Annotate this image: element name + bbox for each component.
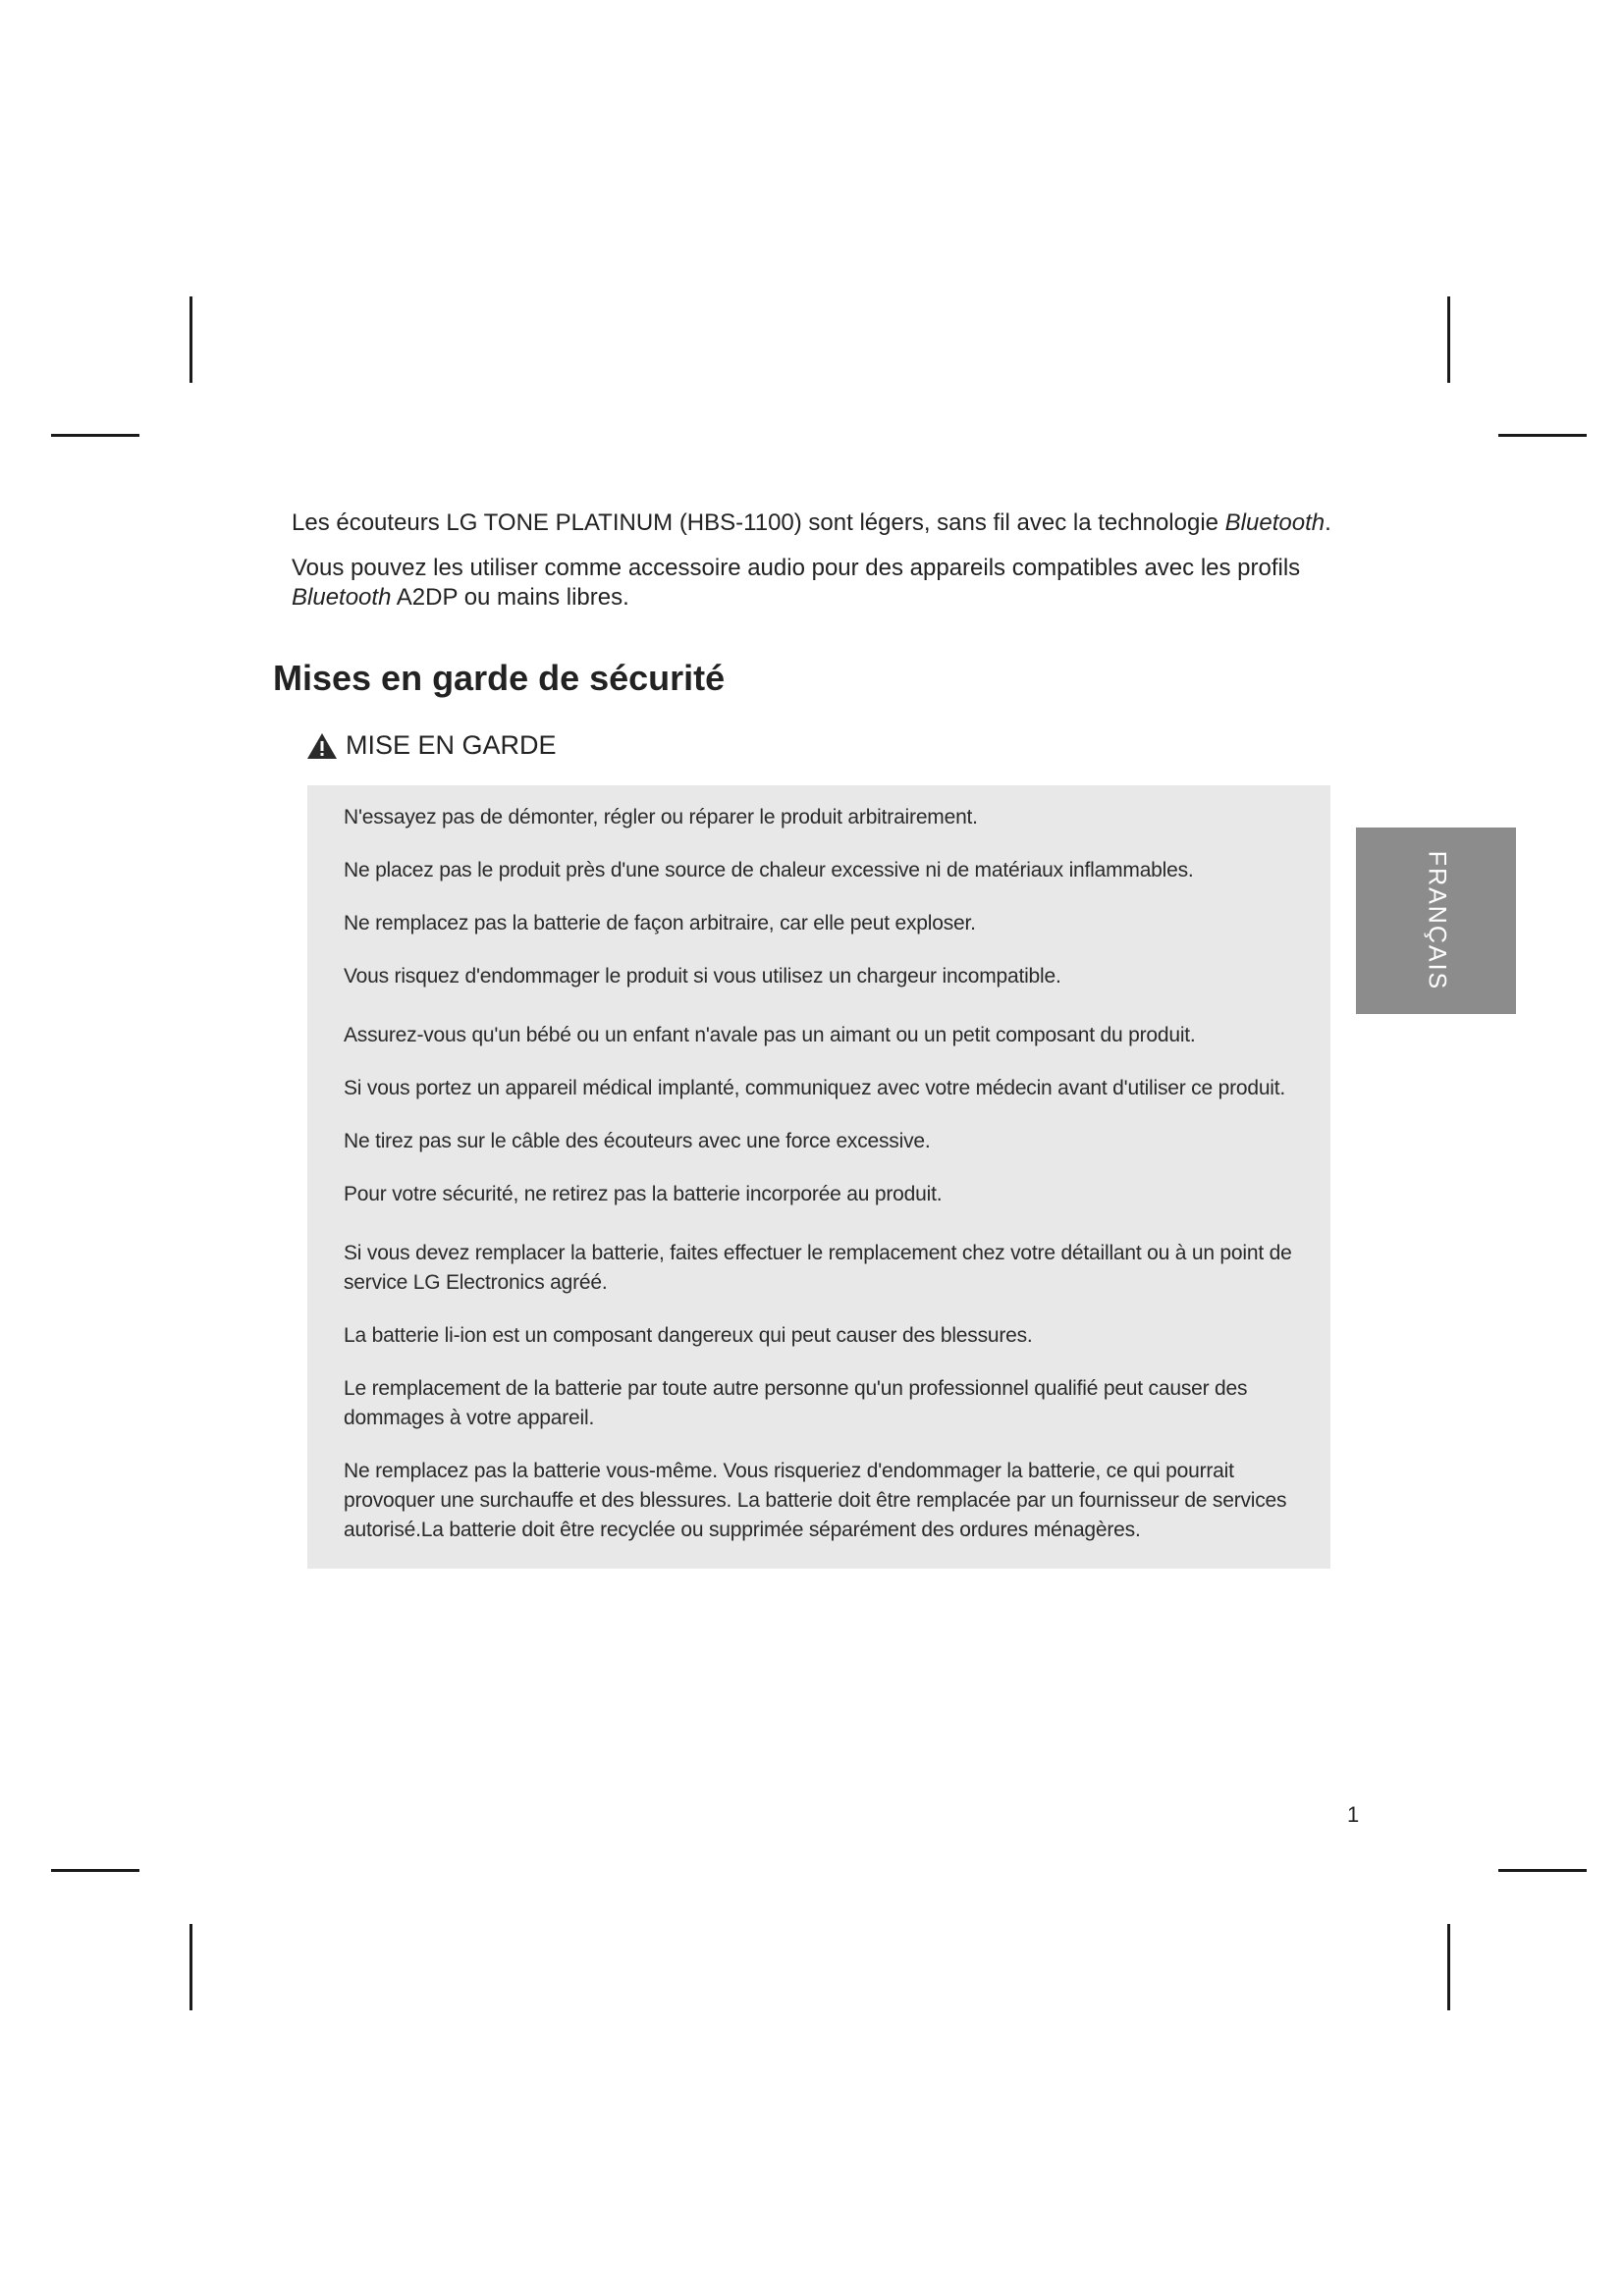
caution-item: La batterie li-ion est un composant dangereux qui peut causer des blessures. (344, 1324, 1033, 1347)
caution-box (307, 785, 1330, 1569)
language-tab-label: FRANÇAIS (1423, 850, 1450, 991)
intro-text (292, 508, 1332, 628)
caution-item: N'essayez pas de démonter, régler ou réparer le produit arbitrairement. (344, 806, 978, 828)
language-tab (1356, 828, 1516, 1014)
warning-triangle-icon (306, 732, 338, 760)
caution-item: Si vous portez un appareil médical implanté, communiquez avec votre médecin avant d'utiliser ce produit. (344, 1077, 1286, 1099)
caution-item: Si vous devez remplacer la batterie, faites effectuer le remplacement chez votre détaillant ou à un point de service LG Electronics agréé. (344, 1242, 1292, 1294)
section-title: Mises en garde de sécurité (273, 658, 726, 698)
intro-paragraph-2: Vous pouvez les utiliser comme accessoire audio pour des appareils compatibles avec les profils Bluetooth A2DP ou mains libres. (292, 555, 1301, 611)
caution-item: Ne remplacez pas la batterie de façon arbitraire, car elle peut exploser. (344, 912, 976, 934)
crop-mark-bottom-left-horizontal (51, 1869, 139, 1872)
caution-heading-label: MISE EN GARDE (346, 730, 557, 760)
caution-item: Le remplacement de la batterie par toute autre personne qu'un professionnel qualifié peut causer des dommages à votre appareil. (344, 1377, 1248, 1429)
crop-mark-bottom-left-vertical (189, 1924, 192, 2010)
caution-heading (306, 730, 557, 761)
caution-item: Ne remplacez pas la batterie vous-même. Vous risqueriez d'endommager la batterie, ce qui pourrait provoquer une surchauffe et des blessures. La batterie doit être remplacée par un fournisseur de services autorisé.La batterie doit être recyclée ou supprimée séparément des ordures ménagères. (344, 1460, 1287, 1541)
page-number: 1 (1347, 1802, 1360, 1827)
caution-item: Pour votre sécurité, ne retirez pas la batterie incorporée au produit. (344, 1183, 943, 1205)
caution-item: Ne placez pas le produit près d'une source de chaleur excessive ni de matériaux inflammables. (344, 859, 1194, 881)
crop-mark-bottom-right-horizontal (1498, 1869, 1587, 1872)
caution-item: Assurez-vous qu'un bébé ou un enfant n'avale pas un aimant ou un petit composant du produit. (344, 1024, 1196, 1046)
crop-mark-top-left-horizontal (51, 434, 139, 437)
intro-paragraph-1: Les écouteurs LG TONE PLATINUM (HBS-1100) sont légers, sans fil avec la technologie Bluetooth. (292, 509, 1331, 536)
caution-item: Ne tirez pas sur le câble des écouteurs avec une force excessive. (344, 1130, 931, 1152)
crop-mark-bottom-right-vertical (1447, 1924, 1450, 2010)
caution-item: Vous risquez d'endommager le produit si vous utilisez un chargeur incompatible. (344, 965, 1061, 988)
crop-mark-top-right-horizontal (1498, 434, 1587, 437)
crop-mark-top-left-vertical (189, 296, 192, 383)
crop-mark-top-right-vertical (1447, 296, 1450, 383)
